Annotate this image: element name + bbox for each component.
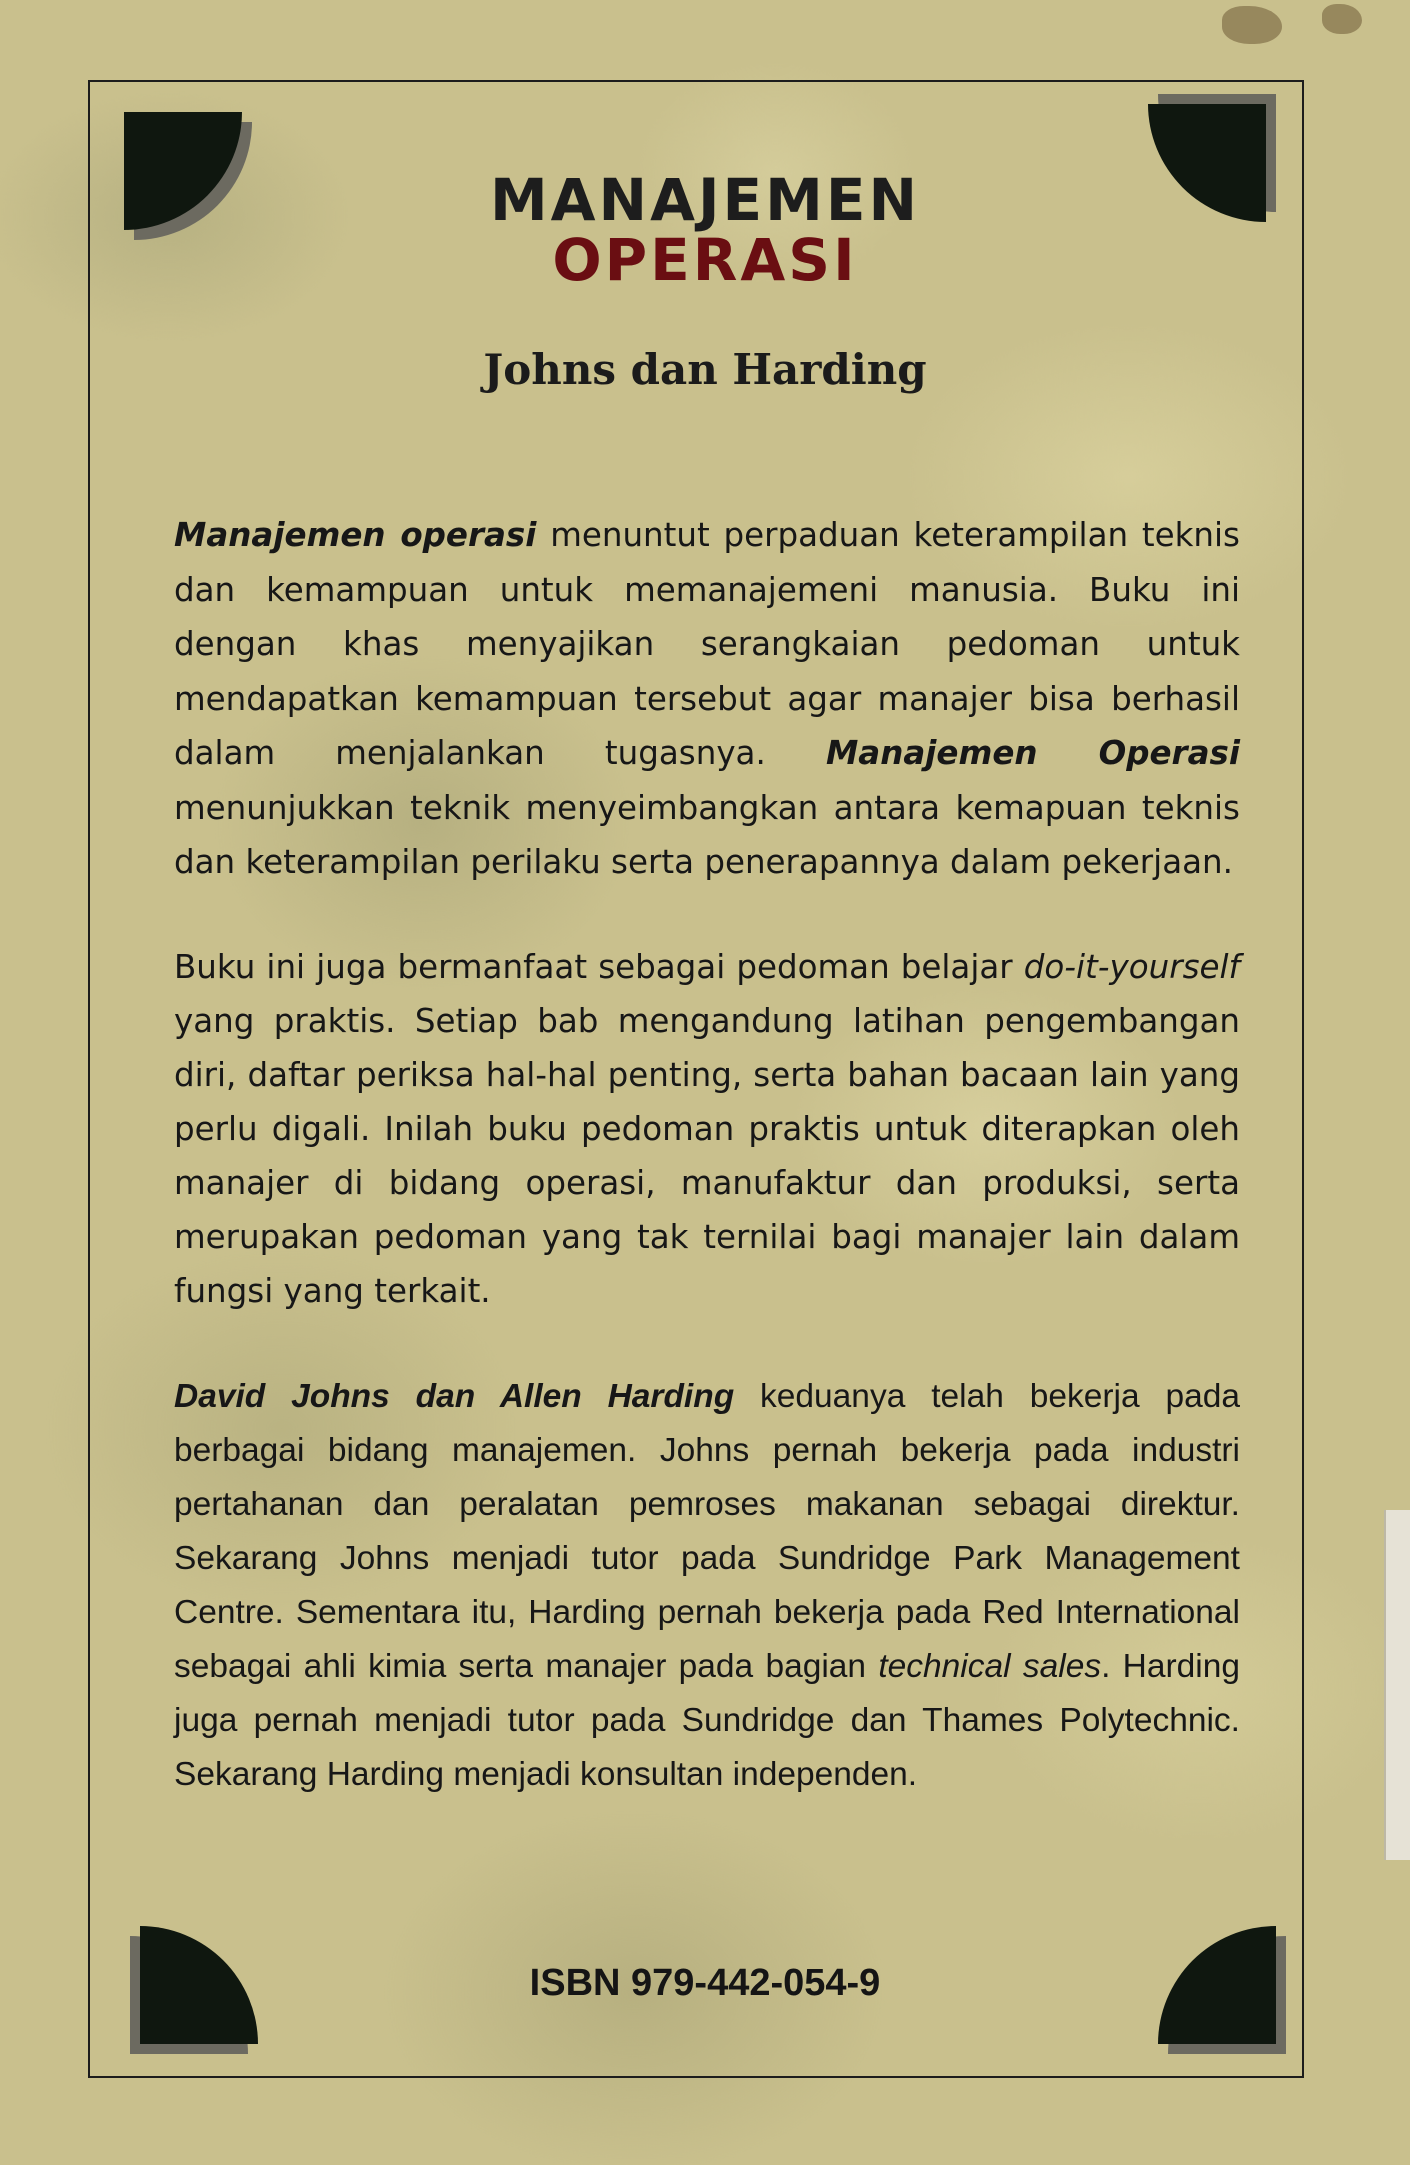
emphasis-book-title: Manajemen Operasi [825,734,1240,772]
paragraph-text: . Harding juga pernah menjadi tutor pada Sundridge dan Thames Polytechnic. Sekarang Harding menjadi konsultan independen. [174,1648,1240,1793]
library-sticker-edge [1384,1510,1410,1860]
paragraph-text: Buku ini juga bermanfaat sebagai pedoman belajar [174,948,1024,986]
author-bio-paragraph [174,1370,1240,1802]
paragraph-text: keduanya telah bekerja pada berbagai bidang manajemen. Johns pernah bekerja pada industri pertahanan dan peralatan pemroses makanan sebagai direktur. Sekarang Johns menjadi tutor pada Sundridge Park Management Centre. Sementara itu, Harding pernah bekerja pada Red International sebagai ahli kimia serta manajer pada bagian [174,1378,1240,1685]
description-paragraph-1 [174,508,1240,890]
isbn-number: ISBN 979-442-054-9 [529,1962,881,2004]
author-names: David Johns dan Allen Harding [174,1378,735,1415]
paper-stain [1322,4,1362,34]
italic-phrase: do-it-yourself [1023,948,1240,986]
book-title-line1: MANAJEMEN [489,166,921,234]
italic-phrase: technical sales [878,1648,1102,1685]
emphasis-book-title: Manajemen operasi [174,516,537,554]
paragraph-text: menunjukkan teknik menyeimbangkan antara kemapuan teknis dan keterampilan perilaku serta penerapannya dalam pekerjaan. [174,788,1240,881]
paper-stain [1222,6,1282,44]
paragraph-text: menuntut perpaduan keterampilan teknis dan kemampuan untuk memanajemeni manusia. Buku ini dengan khas menyajikan serangkaian pedoman untuk mendapatkan kemampuan tersebut agar manajer bisa berhasil dalam menjalankan tugasnya. [174,516,1240,772]
paragraph-text: yang praktis. Setiap bab mengandung latihan pengembangan diri, daftar periksa hal-hal penting, serta bahan bacaan lain yang perlu digali. Inilah buku pedoman praktis untuk diterapkan oleh manajer di bidang operasi, manufaktur dan produksi, serta merupakan pedoman yang tak ternilai bagi manajer lain dalam fungsi yang terkait. [174,1002,1240,1310]
description-paragraph-2 [174,940,1240,1318]
book-title-line2: OPERASI [552,226,858,294]
book-authors: Johns dan Harding [483,345,927,394]
